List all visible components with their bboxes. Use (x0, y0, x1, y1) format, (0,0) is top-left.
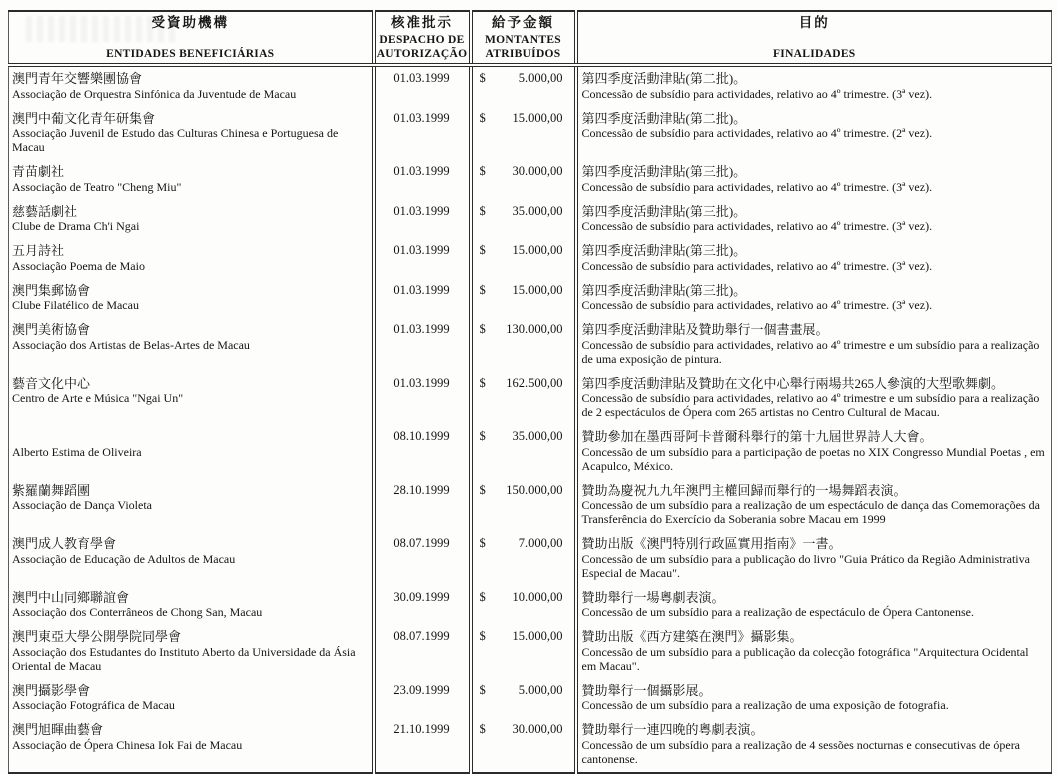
purpose-pt: Concessão de um subsídio para a publicação do livro "Guia Prático da Região Administrativa Especial de Macau". (581, 551, 1030, 580)
entity-cell (9, 625, 374, 679)
entity-name-pt: Associação Poema de Maio (12, 258, 145, 273)
table-row (9, 160, 1052, 200)
amount-value: 5.000,00 (518, 71, 563, 85)
purpose-zh: 贊助出版《西方建築在澳門》攝影集。 (581, 629, 803, 644)
date-cell (374, 318, 471, 372)
date-cell (374, 718, 471, 773)
header-entities-pt: ENTIDADES BENEFICIÁRIAS (106, 47, 275, 60)
amount-cell (471, 239, 576, 279)
entity-name-zh: 澳門攝影學會 (12, 682, 91, 698)
authorization-date: 01.03.1999 (393, 164, 450, 178)
amount-value: 35.000,00 (512, 429, 563, 443)
entity-cell (9, 532, 374, 586)
date-cell (374, 586, 471, 626)
entity-name-pt: Alberto Estima de Oliveira (12, 444, 142, 459)
amount-value: 15.000,00 (512, 243, 563, 257)
amount-cell (471, 679, 576, 719)
amount-cell (471, 318, 576, 372)
authorization-date: 01.03.1999 (393, 203, 450, 218)
amount-value: 30.000,00 (512, 722, 563, 736)
table-row (9, 425, 1052, 479)
amount-cell (471, 279, 576, 319)
header-purpose-pt: FINALIDADES (772, 47, 856, 60)
entity-name-zh (12, 429, 368, 445)
header-date-zh: 核准批示 (391, 15, 453, 30)
table-row (9, 107, 1052, 161)
entity-name-pt: Associação Juvenil de Estudo das Culturas Chinesa e Portuguesa de Macau (12, 126, 339, 154)
amount-cell (471, 107, 576, 161)
authorization-date: 01.03.1999 (393, 322, 450, 336)
entity-name-zh: 澳門旭暉曲藝會 (12, 722, 104, 737)
amount-cell (471, 372, 576, 426)
purpose-zh: 第四季度活動津貼及贊助舉行一個書畫展。 (581, 322, 829, 337)
amount-cell (471, 586, 576, 626)
purpose-cell (576, 65, 1052, 107)
table-row (9, 279, 1052, 319)
entity-name-pt: Clube Filatélico de Macau (12, 298, 139, 312)
table-header (9, 11, 1052, 65)
header-date (374, 11, 471, 65)
authorization-date: 08.07.1999 (393, 536, 450, 550)
entity-name-pt: Associação dos Conterrâneos de Chong San, Macau (12, 605, 263, 619)
amount-cell (471, 532, 576, 586)
entity-name-zh: 澳門青年交響樂團協會 (12, 71, 143, 86)
purpose-pt: Concessão de um subsídio para a realização de 4 sessões nocturnas e consecutivas de ópera cantonense. (581, 737, 1021, 766)
purpose-cell (576, 586, 1052, 626)
date-cell (374, 425, 471, 479)
entity-name-zh: 澳門東亞大學公開學院同學會 (12, 629, 182, 644)
entity-cell (9, 65, 374, 107)
amount-cell (471, 200, 576, 240)
table-body (9, 65, 1052, 773)
entity-name-pt: Associação de Teatro "Cheng Miu" (12, 179, 182, 194)
purpose-pt: Concessão de subsídio para actividades, relativo ao 4º trimestre. (3ª vez). (581, 179, 933, 194)
currency-symbol: $ (479, 375, 486, 390)
date-cell (374, 372, 471, 426)
table-row (9, 586, 1052, 626)
subsidy-table (8, 10, 1052, 774)
entity-name-zh: 澳門中山同鄉聯誼會 (12, 589, 130, 605)
entity-name-zh: 澳門美術協會 (12, 322, 91, 337)
entity-cell (9, 160, 374, 200)
header-amount-pt: MONTANTES ATRIBUÍDOS (485, 34, 561, 60)
header-amount (471, 11, 576, 65)
date-cell (374, 200, 471, 240)
entity-cell (9, 586, 374, 626)
amount-cell (471, 625, 576, 679)
date-cell (374, 625, 471, 679)
date-cell (374, 479, 471, 533)
entity-cell (9, 318, 374, 372)
purpose-zh: 贊助出版《澳門特別行政區實用指南》一書。 (581, 536, 842, 551)
purpose-cell (576, 372, 1052, 426)
purpose-pt: Concessão de um subsídio para a realização de uma exposição de fotografia. (581, 698, 949, 712)
date-cell (374, 65, 471, 107)
header-purpose-zh: 目的 (798, 15, 830, 30)
entity-cell (9, 107, 374, 161)
amount-cell (471, 479, 576, 533)
entity-name-zh: 藝音文化中心 (12, 375, 91, 391)
currency-symbol: $ (479, 164, 486, 178)
header-entities (9, 11, 374, 65)
purpose-zh: 第四季度活動津貼(第二批)。 (581, 71, 747, 86)
amount-value: 5.000,00 (518, 682, 563, 697)
currency-symbol: $ (479, 589, 486, 604)
entity-name-zh: 五月詩社 (12, 243, 65, 258)
purpose-pt: Concessão de subsídio para actividades, relativo ao 4º trimestre e um subsídio para a realização de uma exposição de pintura. (581, 337, 1040, 366)
purpose-pt: Concessão de um subsídio para a realização de espectáculo de Ópera Cantonense. (581, 605, 975, 619)
purpose-zh: 贊助舉行一場粵劇表演。 (581, 589, 725, 605)
date-cell (374, 679, 471, 719)
currency-symbol: $ (479, 429, 486, 443)
authorization-date: 01.03.1999 (393, 110, 450, 125)
entity-name-zh: 慈藝話劇社 (12, 203, 78, 219)
currency-symbol: $ (479, 536, 486, 550)
entity-cell (9, 279, 374, 319)
table-row (9, 625, 1052, 679)
table-row (9, 65, 1052, 107)
table-row (9, 479, 1052, 533)
purpose-cell (576, 625, 1052, 679)
authorization-date: 01.03.1999 (393, 243, 450, 257)
authorization-date: 23.09.1999 (393, 682, 450, 697)
entity-name-pt: Associação de Ópera Chinesa Iok Fai de Macau (12, 737, 243, 752)
amount-value: 30.000,00 (512, 164, 563, 178)
amount-value: 35.000,00 (512, 203, 563, 218)
entity-name-zh: 澳門集郵協會 (12, 282, 91, 298)
purpose-cell (576, 160, 1052, 200)
purpose-pt: Concessão de subsídio para actividades, relativo ao 4º trimestre. (3ª vez). (581, 219, 933, 233)
purpose-pt: Concessão de subsídio para actividades, relativo ao 4º trimestre e um subsídio para a realização de 2 espectáculos de Ópera com 265 artistas no Centro Cultural de Macau. (581, 391, 1040, 419)
table-row (9, 239, 1052, 279)
date-cell (374, 160, 471, 200)
entity-name-pt: Associação dos Artistas de Belas-Artes de Macau (12, 337, 250, 352)
header-purpose (576, 11, 1052, 65)
amount-value: 7.000,00 (518, 536, 563, 550)
date-cell (374, 532, 471, 586)
entity-cell (9, 200, 374, 240)
amount-value: 10.000,00 (512, 589, 563, 604)
purpose-cell (576, 479, 1052, 533)
header-amount-zh: 給予金額 (492, 15, 554, 30)
date-cell (374, 107, 471, 161)
currency-symbol: $ (479, 682, 486, 697)
currency-symbol: $ (479, 71, 486, 85)
currency-symbol: $ (479, 110, 486, 125)
purpose-cell (576, 200, 1052, 240)
date-cell (374, 239, 471, 279)
entity-name-pt: Associação Fotográfica de Macau (12, 698, 175, 712)
authorization-date: 08.07.1999 (393, 629, 450, 643)
amount-value: 130.000,00 (506, 322, 563, 336)
purpose-zh: 第四季度活動津貼(第三批)。 (581, 282, 747, 298)
amount-value: 15.000,00 (512, 629, 563, 643)
purpose-cell (576, 425, 1052, 479)
entity-name-pt: Associação de Orquestra Sinfónica da Juventude de Macau (12, 86, 297, 101)
authorization-date: 28.10.1999 (393, 482, 450, 497)
amount-value: 162.500,00 (506, 375, 563, 390)
entity-cell (9, 679, 374, 719)
amount-cell (471, 65, 576, 107)
entity-name-pt: Clube de Drama Ch'i Ngai (12, 219, 140, 233)
entity-cell (9, 239, 374, 279)
purpose-cell (576, 318, 1052, 372)
purpose-zh: 第四季度活動津貼(第三批)。 (581, 203, 747, 219)
amount-value: 15.000,00 (512, 282, 563, 297)
currency-symbol: $ (479, 722, 486, 736)
purpose-pt: Concessão de subsídio para actividades, relativo ao 4º trimestre. (3ª vez). (581, 258, 933, 273)
purpose-zh: 第四季度活動津貼(第三批)。 (581, 164, 747, 179)
table-row (9, 372, 1052, 426)
purpose-zh: 贊助參加在墨西哥阿卡普爾科舉行的第十九屆世界詩人大會。 (581, 429, 933, 444)
authorization-date: 01.03.1999 (393, 375, 450, 390)
entity-name-zh: 紫羅蘭舞蹈團 (12, 482, 91, 498)
amount-cell (471, 718, 576, 773)
entity-cell (9, 372, 374, 426)
purpose-cell (576, 107, 1052, 161)
amount-cell (471, 425, 576, 479)
header-entities-zh: 受資助機構 (151, 15, 229, 30)
purpose-zh: 第四季度活動津貼(第三批)。 (581, 243, 747, 258)
purpose-zh: 第四季度活動津貼及贊助在文化中心舉行兩場共265人參演的大型歌舞劇。 (581, 375, 1005, 391)
currency-symbol: $ (479, 282, 486, 297)
purpose-pt: Concessão de um subsídio para a participação de poetas no XIX Congresso Mundial Poetas , em Acapulco, México. (581, 444, 1045, 473)
amount-value: 15.000,00 (512, 110, 563, 125)
entity-name-pt: Associação de Educação de Adultos de Macau (12, 551, 236, 566)
amount-value: 150.000,00 (506, 482, 563, 497)
purpose-pt: Concessão de subsídio para actividades, relativo ao 4º trimestre. (2ª vez). (581, 126, 933, 140)
purpose-pt: Concessão de subsídio para actividades, relativo ao 4º trimestre. (3ª vez). (581, 86, 933, 101)
table-row (9, 532, 1052, 586)
purpose-pt: Concessão de subsídio para actividades, relativo ao 4º trimestre. (3ª vez). (581, 298, 933, 312)
currency-symbol: $ (479, 482, 486, 497)
table-row (9, 679, 1052, 719)
authorization-date: 08.10.1999 (393, 429, 450, 443)
authorization-date: 30.09.1999 (393, 589, 450, 604)
authorization-date: 01.03.1999 (393, 71, 450, 85)
authorization-date: 01.03.1999 (393, 282, 450, 297)
purpose-cell (576, 239, 1052, 279)
purpose-zh: 第四季度活動津貼(第二批)。 (581, 110, 747, 126)
table-row (9, 318, 1052, 372)
table-row (9, 718, 1052, 773)
entity-cell (9, 479, 374, 533)
currency-symbol: $ (479, 203, 486, 218)
entity-name-zh: 青苗劇社 (12, 164, 65, 179)
purpose-cell (576, 679, 1052, 719)
header-date-pt: DESPACHO DE AUTORIZAÇÃO (376, 34, 468, 60)
entity-name-pt: Associação de Dança Violeta (12, 498, 152, 512)
entity-name-zh: 澳門中葡文化青年研集會 (12, 110, 156, 126)
currency-symbol: $ (479, 243, 486, 257)
currency-symbol: $ (479, 629, 486, 643)
date-cell (374, 279, 471, 319)
purpose-zh: 贊助舉行一個攝影展。 (581, 682, 712, 698)
entity-name-pt: Centro de Arte e Música "Ngai Un" (12, 391, 184, 405)
entity-cell (9, 718, 374, 773)
purpose-pt: Concessão de um subsídio para a realização de um espectáculo de dança das Comemorações da Transferência do Exercício da Soberania sobre Macau em 1999 (581, 498, 1040, 526)
purpose-cell (576, 532, 1052, 586)
amount-cell (471, 160, 576, 200)
purpose-pt: Concessão de um subsídio para a publicação da colecção fotográfica "Arquitectura Ocidental em Macau". (581, 644, 1029, 673)
purpose-cell (576, 718, 1052, 773)
currency-symbol: $ (479, 322, 486, 336)
authorization-date: 21.10.1999 (393, 722, 450, 736)
entity-cell (9, 425, 374, 479)
purpose-zh: 贊助為慶祝九九年澳門主權回歸而舉行的一場舞蹈表演。 (581, 482, 907, 498)
entity-name-pt: Associação dos Estudantes do Instituto Aberto da Universidade da Ásia Oriental de Macau (12, 644, 356, 673)
purpose-zh: 贊助舉行一連四晚的粵劇表演。 (581, 722, 764, 737)
entity-name-zh: 澳門成人教育學會 (12, 536, 117, 551)
purpose-cell (576, 279, 1052, 319)
table-row (9, 200, 1052, 240)
